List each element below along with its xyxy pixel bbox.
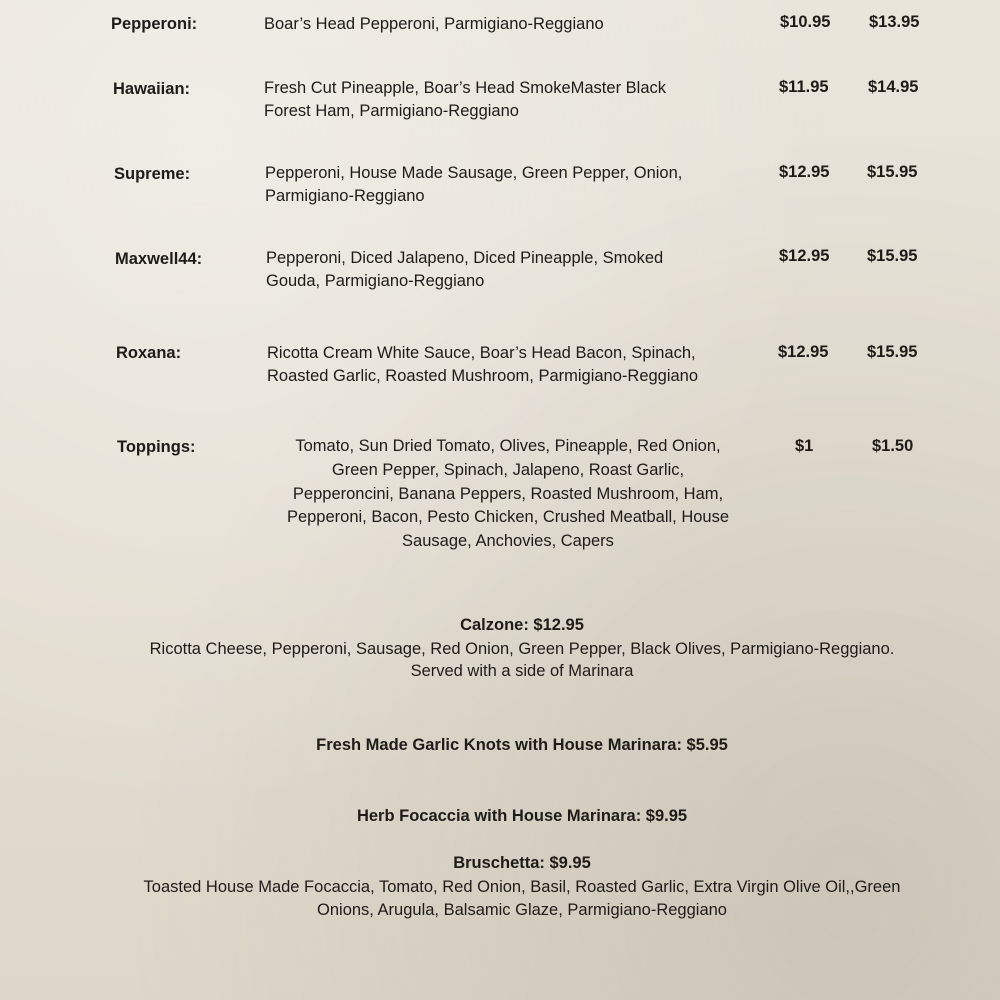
item-name-roxana: Roxana: xyxy=(116,344,182,362)
calzone-desc-line1: Ricotta Cheese, Pepperoni, Sausage, Red Onion, Green Pepper, Black Olives, Parmigiano-Reggiano. xyxy=(149,640,895,658)
item-desc-supreme xyxy=(265,162,682,208)
desc-line: Gouda, Parmigiano-Reggiano xyxy=(266,272,485,290)
item-desc-pepperoni xyxy=(264,13,604,36)
price-large-supreme: $15.95 xyxy=(867,163,918,181)
price-large-roxana: $15.95 xyxy=(867,343,918,361)
item-name-toppings: Toppings: xyxy=(117,438,196,456)
item-desc-hawaiian xyxy=(264,77,666,123)
bruschetta-title: Bruschetta: $9.95 xyxy=(453,854,591,872)
desc-line: Boar’s Head Pepperoni, Parmigiano-Reggiano xyxy=(264,15,604,33)
item-desc-maxwell44 xyxy=(266,247,663,293)
price-large-toppings: $1.50 xyxy=(872,437,914,455)
calzone-title: Calzone: $12.95 xyxy=(460,616,584,634)
item-desc-roxana xyxy=(267,342,698,388)
desc-line: Pepperoni, House Made Sausage, Green Pepper, Onion, xyxy=(265,164,683,182)
price-small-roxana: $12.95 xyxy=(778,343,829,361)
desc-line: Pepperoncini, Banana Peppers, Roasted Mushroom, Ham, xyxy=(292,484,724,503)
calzone-desc-line2: Served with a side of Marinara xyxy=(410,662,634,680)
bruschetta-desc-line1: Toasted House Made Focaccia, Tomato, Red Onion, Basil, Roasted Garlic, Extra Virgin Olive Oil,,Green xyxy=(143,878,901,896)
desc-line: Sausage, Anchovies, Capers xyxy=(402,532,614,551)
item-name-supreme: Supreme: xyxy=(114,165,191,183)
item-name-maxwell44: Maxwell44: xyxy=(115,250,203,268)
focaccia-title: Herb Focaccia with House Marinara: $9.95 xyxy=(356,807,688,825)
bruschetta-desc-line2: Onions, Arugula, Balsamic Glaze, Parmigiano-Reggiano xyxy=(317,901,727,919)
desc-line: Pepperoni, Bacon, Pesto Chicken, Crushed Meatball, House xyxy=(286,508,730,527)
price-small-supreme: $12.95 xyxy=(779,163,830,181)
desc-line: Fresh Cut Pineapple, Boar’s Head SmokeMaster Black xyxy=(264,79,666,97)
desc-line: Ricotta Cream White Sauce, Boar’s Head Bacon, Spinach, xyxy=(267,344,696,362)
price-small-toppings: $1 xyxy=(795,437,814,455)
desc-line: Roasted Garlic, Roasted Mushroom, Parmigiano-Reggiano xyxy=(267,367,699,385)
item-name-pepperoni: Pepperoni: xyxy=(111,15,198,33)
garlic-knots-title: Fresh Made Garlic Knots with House Marinara: $5.95 xyxy=(316,736,728,754)
desc-line: Green Pepper, Spinach, Jalapeno, Roast Garlic, xyxy=(331,460,685,479)
price-large-pepperoni: $13.95 xyxy=(869,13,920,31)
price-large-hawaiian: $14.95 xyxy=(868,78,919,96)
price-small-hawaiian: $11.95 xyxy=(779,78,829,96)
desc-line: Tomato, Sun Dried Tomato, Olives, Pineapple, Red Onion, xyxy=(295,437,721,455)
item-desc-toppings xyxy=(262,435,754,554)
price-small-maxwell44: $12.95 xyxy=(779,247,830,265)
price-small-pepperoni: $10.95 xyxy=(780,13,831,31)
desc-line: Parmigiano-Reggiano xyxy=(265,187,425,205)
desc-line: Forest Ham, Parmigiano-Reggiano xyxy=(264,102,519,120)
item-name-hawaiian: Hawaiian: xyxy=(113,80,191,98)
price-large-maxwell44: $15.95 xyxy=(867,247,918,265)
desc-line: Pepperoni, Diced Jalapeno, Diced Pineapple, Smoked xyxy=(266,249,664,267)
